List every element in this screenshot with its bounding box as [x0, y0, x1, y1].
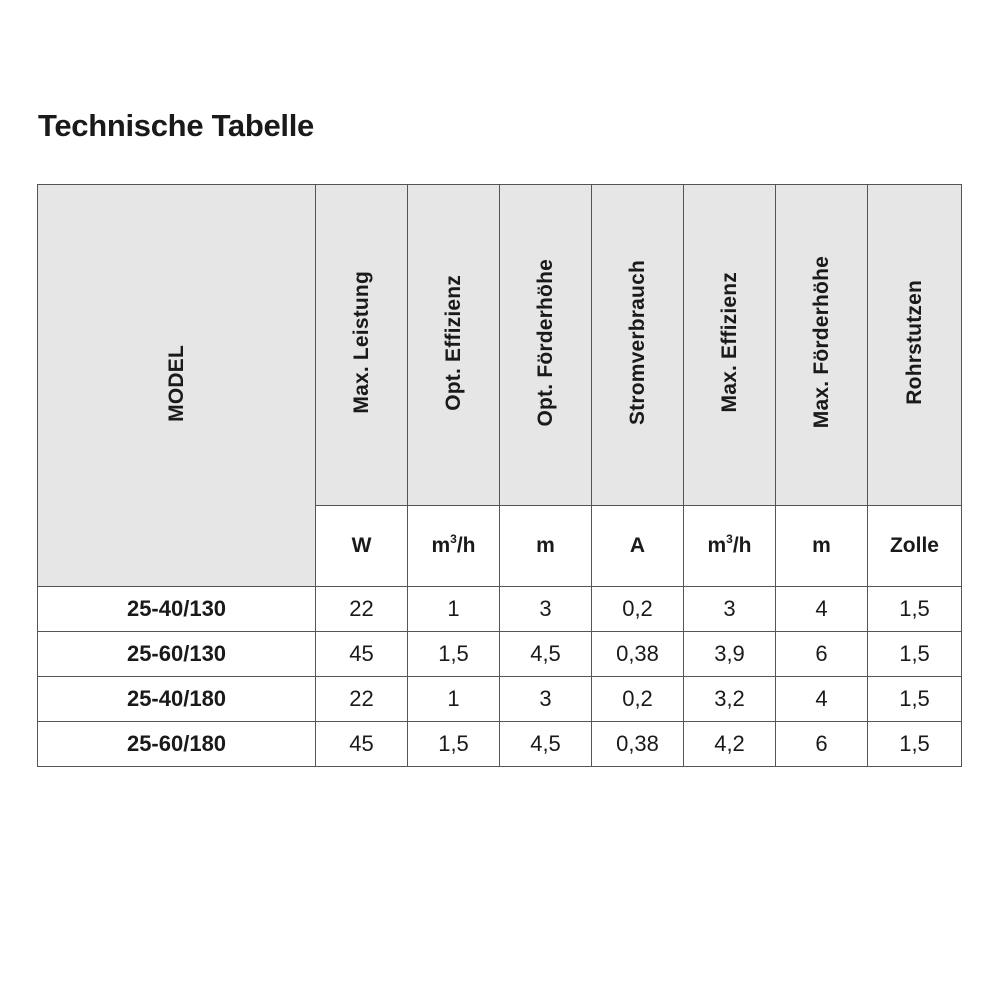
model-cell: 25-60/180 — [38, 722, 316, 767]
unit-cell — [776, 506, 868, 587]
table-cell: 22 — [316, 677, 408, 722]
column-header-label: Opt. Effizienz — [441, 274, 465, 411]
column-header-label: Max. Förderhöhe — [809, 256, 833, 429]
model-cell: 25-40/180 — [38, 677, 316, 722]
model-cell: 25-60/130 — [38, 632, 316, 677]
unit-rest: /h — [732, 534, 752, 557]
table-cell: 0,2 — [592, 677, 684, 722]
table-cell: 3 — [684, 587, 776, 632]
column-header-rohrstutzen — [868, 185, 962, 506]
column-header-opt-effizienz — [408, 185, 500, 506]
column-header-stromverbrauch — [592, 185, 684, 506]
table-cell: 1 — [408, 677, 500, 722]
table-row — [38, 677, 962, 722]
table-cell: 1 — [408, 587, 500, 632]
table-cell: 4,2 — [684, 722, 776, 767]
table-cell: 0,2 — [592, 587, 684, 632]
table-cell: 3,2 — [684, 677, 776, 722]
column-header-opt-foerderhoehe — [500, 185, 592, 506]
table-row — [38, 722, 962, 767]
table-cell: 0,38 — [592, 632, 684, 677]
table-cell: 1,5 — [868, 587, 962, 632]
table-cell: 4 — [776, 677, 868, 722]
unit-superscript: 3 — [726, 532, 733, 546]
column-header-label: Max. Leistung — [349, 271, 373, 414]
unit-base: W — [351, 534, 372, 557]
unit-base: m — [431, 534, 451, 557]
table-cell: 45 — [316, 632, 408, 677]
header-row-names — [38, 185, 962, 506]
model-cell: 25-40/130 — [38, 587, 316, 632]
unit-base: A — [629, 534, 646, 557]
column-header-max-leistung — [316, 185, 408, 506]
table-cell: 45 — [316, 722, 408, 767]
unit-base: m — [707, 534, 727, 557]
table-cell: 4,5 — [500, 632, 592, 677]
unit-label — [536, 534, 555, 557]
unit-cell — [592, 506, 684, 587]
column-header-label: Rohrstutzen — [902, 280, 926, 405]
column-header-model-label: MODEL — [164, 344, 188, 422]
unit-label — [707, 534, 751, 557]
column-header-model — [38, 185, 316, 587]
unit-cell — [500, 506, 592, 587]
unit-cell — [316, 506, 408, 587]
table-row — [38, 632, 962, 677]
unit-base: Zolle — [889, 534, 939, 557]
unit-base: m — [812, 534, 831, 557]
table-cell: 6 — [776, 722, 868, 767]
technical-table — [37, 184, 962, 767]
table-cell: 1,5 — [868, 677, 962, 722]
column-header-label: Stromverbrauch — [625, 259, 649, 426]
table-cell: 1,5 — [408, 722, 500, 767]
unit-label — [812, 534, 831, 557]
table-cell: 3,9 — [684, 632, 776, 677]
table-cell: 1,5 — [868, 632, 962, 677]
table-cell: 4 — [776, 587, 868, 632]
table-cell: 3 — [500, 677, 592, 722]
table-row — [38, 587, 962, 632]
column-header-max-effizienz — [684, 185, 776, 506]
unit-cell — [408, 506, 500, 587]
unit-rest: /h — [456, 534, 476, 557]
unit-label — [352, 534, 372, 557]
unit-cell — [684, 506, 776, 587]
column-header-label: Max. Effizienz — [717, 272, 741, 413]
table-cell: 4,5 — [500, 722, 592, 767]
unit-base: m — [536, 534, 555, 557]
table-cell: 1,5 — [408, 632, 500, 677]
unit-label — [431, 534, 475, 557]
unit-label — [630, 534, 645, 557]
unit-cell — [868, 506, 962, 587]
table-cell: 6 — [776, 632, 868, 677]
unit-label — [890, 534, 939, 557]
page-title: Technische Tabelle — [38, 108, 314, 143]
table-cell: 0,38 — [592, 722, 684, 767]
column-header-label: Opt. Förderhöhe — [533, 258, 557, 427]
table-cell: 1,5 — [868, 722, 962, 767]
table-cell: 3 — [500, 587, 592, 632]
unit-superscript: 3 — [450, 532, 457, 546]
table-cell: 22 — [316, 587, 408, 632]
column-header-max-foerderhoehe — [776, 185, 868, 506]
